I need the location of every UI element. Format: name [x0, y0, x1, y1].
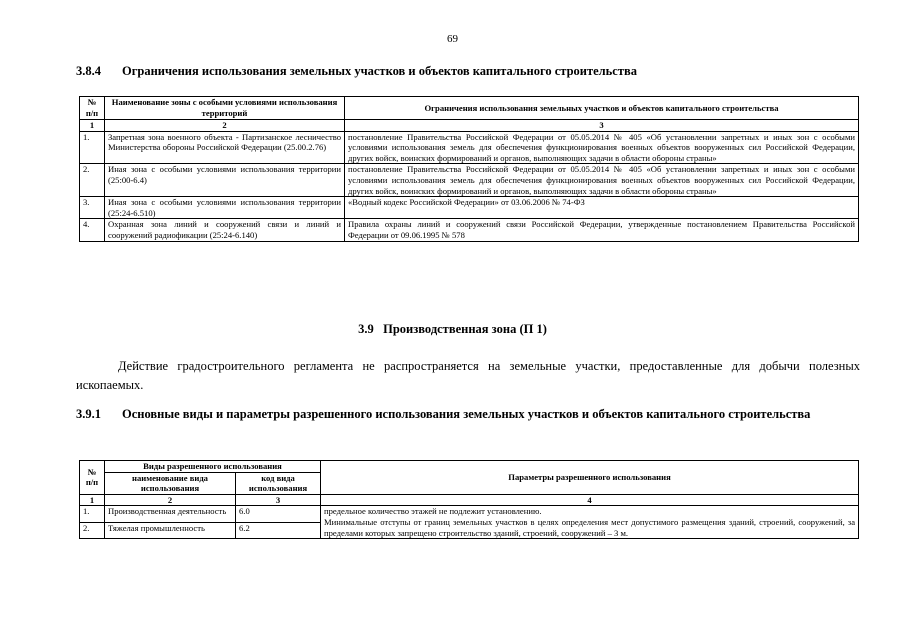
row-num: 4.	[80, 219, 105, 241]
body-paragraph: Действие градостроительного регламента не распространяется на земельные участки, предоставленные для добычи полезных ископаемых.	[76, 359, 860, 392]
use-name: Тяжелая промышленность	[105, 522, 236, 538]
table-index-row	[80, 120, 859, 132]
table-row	[80, 131, 859, 164]
use-code: 6.0	[236, 506, 321, 522]
zone-name: Запретная зона военного объекта - Партизанское лесничество Министерства обороны Российской Федерации (25.00.2.76)	[105, 131, 345, 164]
section-heading-3-8-4	[76, 64, 637, 79]
index-cell: 4	[321, 494, 859, 506]
index-cell: 1	[80, 120, 105, 132]
index-cell: 2	[105, 494, 236, 506]
restriction-text: «Водный кодекс Российской Федерации» от 03.06.2006 № 74-ФЗ	[345, 197, 859, 219]
index-cell: 3	[345, 120, 859, 132]
row-num: 1.	[80, 506, 105, 522]
header-use-name: наименование вида использования	[105, 472, 236, 494]
index-cell: 1	[80, 494, 105, 506]
params-line: предельное количество этажей не подлежит установлению.	[324, 506, 542, 517]
section-number: 3.9	[358, 322, 374, 336]
section-title: Производственная зона (П 1)	[383, 322, 547, 336]
use-code: 6.2	[236, 522, 321, 538]
header-params: Параметры разрешенного использования	[321, 461, 859, 495]
use-name: Производственная деятельность	[105, 506, 236, 522]
section-title: Основные виды и параметры разрешенного использования земельных участков и объектов капитального строительства	[122, 407, 811, 421]
table-row	[80, 197, 859, 219]
section-number: 3.8.4	[76, 64, 101, 78]
row-num: 2.	[80, 164, 105, 197]
header-use-group: Виды разрешенного использования	[105, 461, 321, 473]
restrictions-table	[79, 96, 859, 242]
restriction-text: постановление Правительства Российской Федерации от 05.05.2014 № 405 «Об установлении запретных и иных зон с особыми условиями использования земель для обеспечения функционирования военных объектов вооруженных сил Российской Федерации, других войск, воинских формирований и органов, выполняющих задачи в области обороны страны»	[345, 164, 859, 197]
header-use-code: код вида использования	[236, 472, 321, 494]
section-title: Ограничения использования земельных участков и объектов капитального строительства	[122, 64, 637, 78]
table-row	[80, 164, 859, 197]
header-restriction: Ограничения использования земельных участков и объектов капитального строительства	[345, 97, 859, 120]
section-number: 3.9.1	[76, 407, 101, 421]
table-header-row	[80, 461, 859, 473]
index-cell: 3	[236, 494, 321, 506]
restriction-text: Правила охраны линий и сооружений связи Российской Федерации, утвержденные постановлением Правительства Российской Федерации от 09.06.1995 № 578	[345, 219, 859, 241]
zone-name: Иная зона с особыми условиями использования территории (25:00-6.4)	[105, 164, 345, 197]
row-num: 2.	[80, 522, 105, 538]
table-row	[80, 506, 859, 522]
header-num: № п/п	[80, 97, 105, 120]
row-num: 1.	[80, 131, 105, 164]
header-num: № п/п	[80, 461, 105, 495]
page-number: 69	[447, 33, 458, 45]
section-heading-3-9	[0, 322, 905, 337]
zone-name: Иная зона с особыми условиями использования территории (25:24-6.510)	[105, 197, 345, 219]
row-num: 3.	[80, 197, 105, 219]
table-row	[80, 219, 859, 241]
restriction-text: постановление Правительства Российской Федерации от 05.05.2014 № 405 «Об установлении запретных и иных зон с особыми условиями использования земель для обеспечения функционирования военных объектов вооруженных сил Российской Федерации, других войск, воинских формирований и органов, выполняющих задачи в области обороны страны»	[345, 131, 859, 164]
table-index-row	[80, 494, 859, 506]
zone-name: Охранная зона линий и сооружений связи и линий и сооружений радиофикации (25:24-6.140)	[105, 219, 345, 241]
permitted-use-table	[79, 460, 859, 539]
params-cell	[321, 506, 859, 539]
header-zone: Наименование зоны с особыми условиями использования территорий	[105, 97, 345, 120]
params-line: Минимальные отступы от границ земельных участков в целях определения мест допустимого размещения зданий, строений, сооружений, за пределами которых запрещено строительство зданий, строений, сооружений – 3 м.	[324, 516, 856, 538]
section-heading-3-9-1	[76, 406, 866, 423]
table-header-row	[80, 97, 859, 120]
index-cell: 2	[105, 120, 345, 132]
